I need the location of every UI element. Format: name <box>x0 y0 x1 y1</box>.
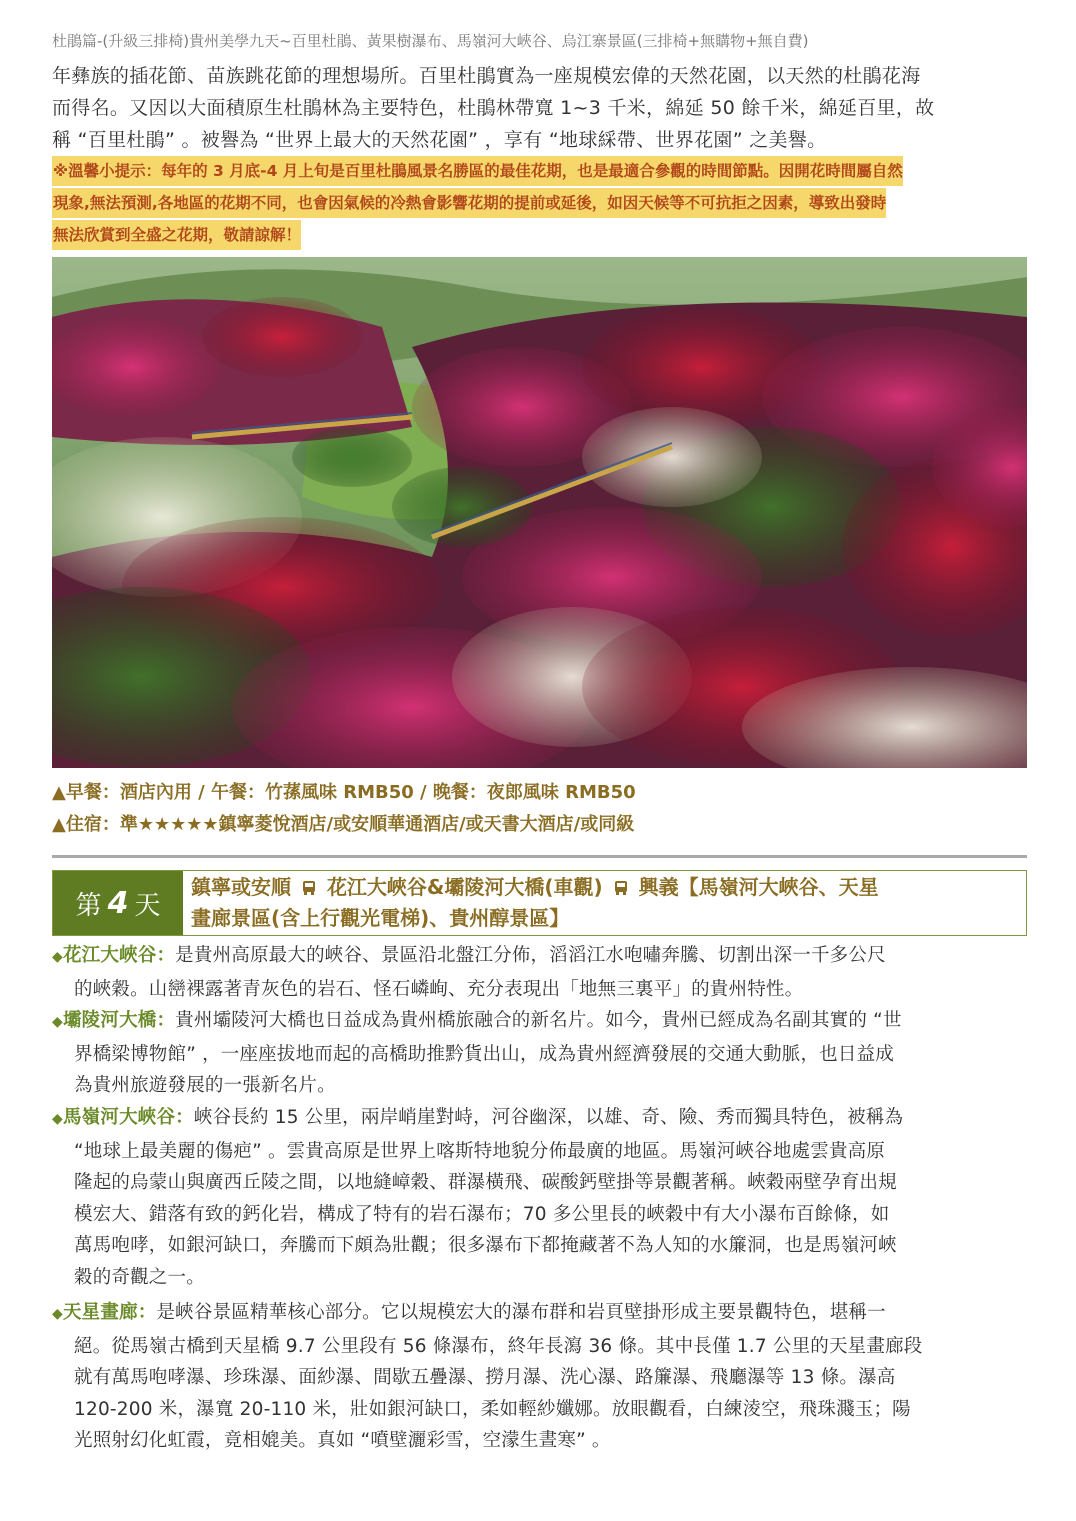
day-suffix: 天 <box>134 890 161 921</box>
section-line: 的峽穀。山巒裸露著青灰色的岩石、怪石嶙峋、充分表現出「地無三裏平」的貴州特性。 <box>74 978 804 1000</box>
section-line: 是峽谷景區精華核心部分。它以規模宏大的瀑布群和岩頁壁掛形成主要景觀特色，堪稱一 <box>156 1302 886 1323</box>
notice-box <box>52 156 1027 252</box>
intro-paragraph <box>52 60 1027 156</box>
bullet-icon: ◆ <box>52 949 63 965</box>
day-title-part: 鎮寧或安順 <box>191 875 291 899</box>
section-heading: 花江大峽谷： <box>62 945 176 966</box>
section-tianxing-gallery <box>52 1297 1027 1457</box>
azalea-landscape-photo <box>52 257 1027 768</box>
notice-line: 現象,無法預測,各地區的花期不同，也會因氣候的冷熱會影響花期的提前或延後，如因天候等不可抗拒之因素，導致出發時 <box>52 188 886 218</box>
hotel-info: ▲住宿：準★★★★★鎮寧菱悅酒店/或安順華通酒店/或天書大酒店/或同級 <box>52 814 635 835</box>
bullet-icon: ◆ <box>52 1014 63 1030</box>
section-malinghe-canyon <box>52 1102 1027 1293</box>
section-line: 絕。從馬嶺古橋到天星橋 9.7 公里段有 56 條瀑布，終年長瀉 36 條。其中長僅 1.7 公里的天星畫廊段 <box>74 1335 923 1357</box>
day-title <box>191 872 1021 934</box>
section-line: 光照射幻化虹霞，竟相媲美。真如 “噴壁灑彩雪，空濛生晝寒” 。 <box>74 1430 611 1451</box>
day-title-part: 興義【馬嶺河大峽谷、天星 <box>638 875 879 899</box>
day-prefix: 第 <box>75 890 102 921</box>
section-line: 是貴州高原最大的峽谷、景區沿北盤江分佈，滔滔江水咆嘯奔騰、切割出深一千多公尺 <box>175 945 886 966</box>
section-line: 峽谷長約 15 公里，兩岸峭崖對峙，河谷幽深，以雄、奇、險、秀而獨具特色，被稱為 <box>193 1107 904 1128</box>
running-header: 杜鵑篇-(升級三排椅)貴州美學九天~百里杜鵑、黃果樹瀑布、馬嶺河大峽谷、烏江寨景區(三排椅+無購物+無自費) <box>52 32 809 50</box>
section-line: 為貴州旅遊發展的一張新名片。 <box>74 1075 336 1096</box>
section-divider <box>52 855 1027 858</box>
section-line: 萬馬咆哮，如銀河缺口，奔騰而下頗為壯觀；很多瀑布下都掩藏著不為人知的水簾洞，也是馬嶺河峽 <box>74 1235 897 1256</box>
section-huajiang-canyon <box>52 940 1027 1005</box>
intro-line: 稱 “百里杜鵑” 。被譽為 “世界上最大的天然花園” ，享有 “地球綵帶、世界花園” 之美譽。 <box>52 129 827 151</box>
notice-line: ※溫馨小提示：每年的 3 月底-4 月上旬是百里杜鵑風景名勝區的最佳花期，也是最適合參觀的時間節點。因開花時間屬自然 <box>52 156 903 186</box>
day-header <box>52 870 1027 936</box>
day-number: 4 <box>107 885 129 921</box>
bullet-icon: ◆ <box>52 1306 63 1322</box>
section-line: 界橋梁博物館” ，一座座拔地而起的高橋助推黔貨出山，成為貴州經濟發展的交通大動脈，也日益成 <box>74 1043 894 1065</box>
day-title-line2: 畫廊景區(含上行觀光電梯)、貴州醇景區】 <box>191 906 570 930</box>
section-line: 貴州壩陵河大橋也日益成為貴州橋旅融合的新名片。如今，貴州已經成為名副其實的 “世 <box>175 1010 902 1031</box>
day-title-part: 花江大峽谷&壩陵河大橋(車觀) <box>326 875 603 899</box>
section-heading: 天星畫廊： <box>62 1302 157 1323</box>
intro-line: 年彝族的插花節、苗族跳花節的理想場所。百里杜鵑實為一座規模宏偉的天然花園，以天然的杜鵑花海 <box>52 65 921 87</box>
section-heading: 壩陵河大橋： <box>62 1010 176 1031</box>
bus-icon <box>301 880 317 896</box>
meals-info: ▲早餐：酒店內用 / 午餐：竹蓀風味 RMB50 / 晚餐：夜郎風味 RMB50 <box>52 782 636 803</box>
section-line: 就有萬馬咆哮瀑、珍珠瀑、面紗瀑、間歇五疊瀑、撈月瀑、洗心瀑、路簾瀑、飛廳瀑等 13 條。瀑高 <box>74 1367 896 1388</box>
section-line: “地球上最美麗的傷疤” 。雲貴高原是世界上喀斯特地貌分佈最廣的地區。馬嶺河峽谷地處雲貴高原 <box>74 1140 886 1162</box>
section-line: 隆起的烏蒙山與廣西丘陵之間，以地縫嶂穀、群瀑橫飛、碳酸鈣壁掛等景觀著稱。峽穀兩壁孕育出規 <box>74 1172 897 1193</box>
bus-icon <box>613 880 629 896</box>
section-heading: 馬嶺河大峽谷： <box>62 1107 194 1128</box>
section-line: 穀的奇觀之一。 <box>74 1266 205 1288</box>
section-balinghe-bridge <box>52 1005 1027 1102</box>
notice-line: 無法欣賞到全盛之花期，敬請諒解！ <box>52 220 301 250</box>
intro-line: 而得名。又因以大面積原生杜鵑林為主要特色，杜鵑林帶寬 1~3 千米，綿延 50 餘千米，綿延百里，故 <box>52 97 935 119</box>
bullet-icon: ◆ <box>52 1111 63 1127</box>
section-line: 模宏大、錯落有致的鈣化岩，構成了特有的岩石瀑布；70 多公里長的峽穀中有大小瀑布百餘條，如 <box>74 1203 890 1225</box>
section-line: 120-200 米，瀑寬 20-110 米，壯如銀河缺口，柔如輕紗孅娜。放眼觀看，白練淩空，飛珠濺玉；陽 <box>74 1398 911 1420</box>
day-badge <box>53 871 183 935</box>
